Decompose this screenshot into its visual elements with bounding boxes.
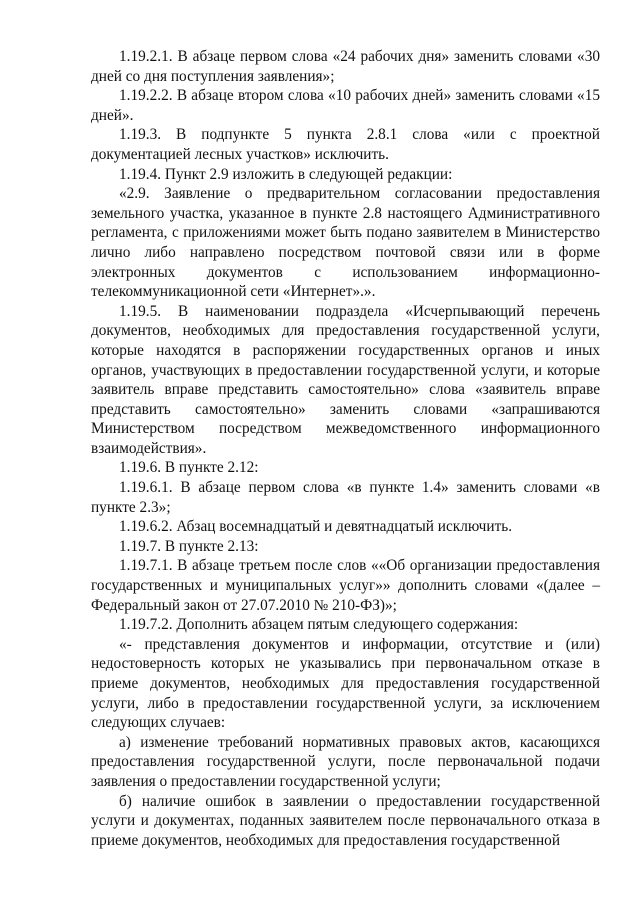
paragraph-case-b: б) наличие ошибок в заявлении о предоставлении государственной услуги и документах, поданных заявителем после первоначального отказа в приеме документов, необходимых для предоставления государственной — [91, 792, 600, 849]
paragraph-1-19-2-1: 1.19.2.1. В абзаце первом слова «24 рабочих дня» заменить словами «30 дней со дня поступления заявления»; — [91, 48, 600, 85]
paragraph-2-9-quote: «2.9. Заявление о предварительном согласовании предоставления земельного участка, указанное в пункте 2.8 настоящего Административного регламента, с приложениями может быть подано заявителем в Министерство лично либо направлено посредством почтовой связи или в форме электронных документов с использованием информационно-телекоммуникационной сети «Интернет».». — [91, 185, 600, 301]
document-page — [91, 47, 600, 850]
paragraph-1-19-7-1: 1.19.7.1. В абзаце третьем после слов ««Об организации предоставления государственных и муниципальных услуг»» дополнить словами «(далее – Федеральный закон от 27.07.2010 № 210-ФЗ)»; — [91, 557, 600, 614]
paragraph-1-19-6-2: 1.19.6.2. Абзац восемнадцатый и девятнадцатый исключить. — [119, 518, 513, 536]
paragraph-1-19-6-1: 1.19.6.1. В абзаце первом слова «в пункте 1.4» заменить словами «в пункте 2.3»; — [91, 479, 600, 516]
paragraph-1-19-7: 1.19.7. В пункте 2.13: — [119, 537, 259, 555]
paragraph-case-a: а) изменение требований нормативных правовых актов, касающихся предоставления государственной услуги, после первоначальной подачи заявления о предоставлении государственной услуги; — [91, 733, 600, 790]
paragraph-1-19-3: 1.19.3. В подпункте 5 пункта 2.8.1 слова «или с проектной документацией лесных участков» исключить. — [91, 126, 600, 163]
paragraph-1-19-6: 1.19.6. В пункте 2.12: — [119, 459, 259, 477]
paragraph-1-19-2-2: 1.19.2.2. В абзаце втором слова «10 рабочих дней» заменить словами «15 дней». — [91, 87, 600, 124]
paragraph-1-19-7-2: 1.19.7.2. Дополнить абзацем пятым следующего содержания: — [119, 616, 519, 634]
paragraph-representation-quote: «- представления документов и информации, отсутствие и (или) недостоверность которых не указывались при первоначальном отказе в приеме документов, необходимых для предоставления государственной услуги, либо в предоставлении государственной услуги, за исключением следующих случаев: — [91, 635, 600, 732]
paragraph-1-19-5: 1.19.5. В наименовании подраздела «Исчерпывающий перечень документов, необходимых для предоставления государственной услуги, которые находятся в распоряжении государственных органов и иных органов, участвующих в предоставлении государственной услуги, и которые заявитель вправе представить самостоятельно» слова «заявитель вправе представить самостоятельно» заменить словами «запрашиваются Министерством посредством межведомственного информационного взаимодействия». — [91, 302, 600, 457]
paragraph-1-19-4: 1.19.4. Пункт 2.9 изложить в следующей редакции: — [119, 165, 453, 183]
